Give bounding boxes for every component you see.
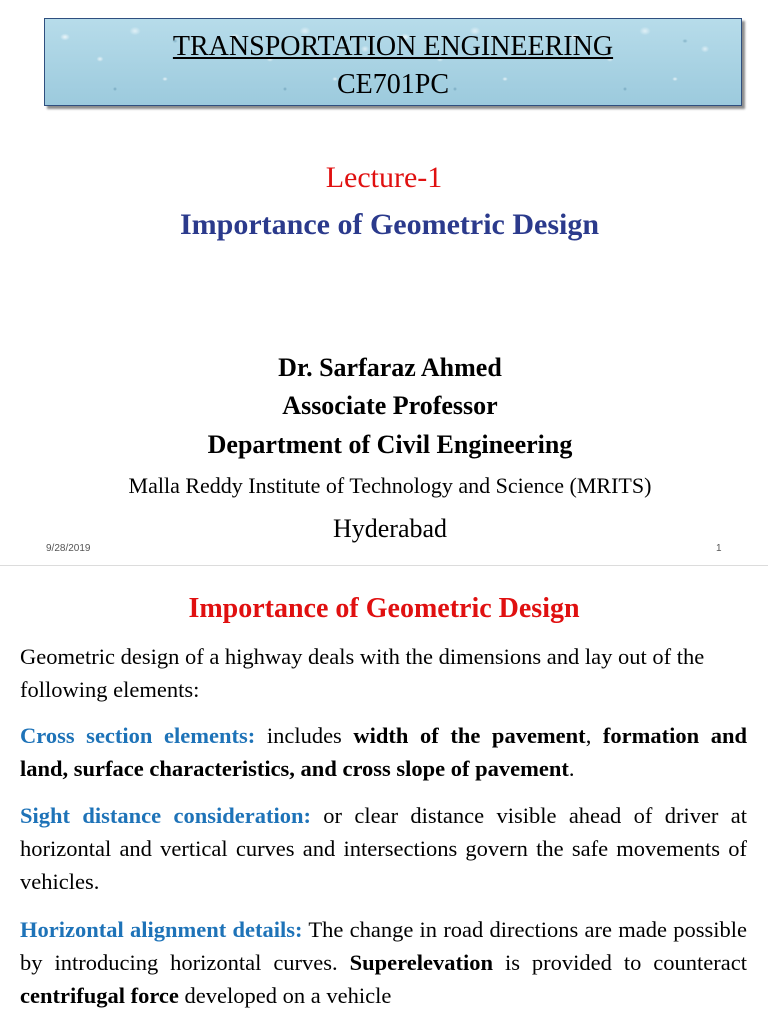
- sight-distance-heading: Sight distance consideration:: [20, 803, 311, 828]
- course-title: TRANSPORTATION ENGINEERING: [172, 31, 614, 62]
- cross-section-heading: Cross section elements:: [20, 723, 256, 748]
- horizontal-alignment-heading: Horizontal alignment details:: [20, 917, 303, 942]
- sight-distance-paragraph: [20, 799, 747, 898]
- horizontal-alignment-text: The change in road directions are made possible by introducing horizontal curves.: [20, 917, 747, 975]
- lecture-subtitle: Importance of Geometric Design: [180, 208, 600, 241]
- author-role: Associate Professor: [282, 391, 498, 420]
- cross-section-text-2: ,: [585, 723, 603, 748]
- slide-page-number: 1: [716, 543, 722, 554]
- department: Department of Civil Engineering: [207, 430, 573, 459]
- horizontal-alignment-paragraph: [20, 913, 747, 1012]
- superelevation-term: Superelevation: [349, 950, 493, 975]
- centrifugal-force-term: centrifugal force: [20, 983, 179, 1008]
- title-banner: [44, 18, 742, 106]
- slide-date: 9/28/2019: [46, 543, 91, 554]
- author-name: Dr. Sarfaraz Ahmed: [278, 353, 502, 382]
- slide-2-title: Importance of Geometric Design: [188, 593, 580, 624]
- city: Hyderabad: [332, 514, 448, 543]
- horizontal-alignment-text-2: is provided to counteract: [492, 950, 747, 975]
- horizontal-alignment-text-3: developed on a vehicle: [178, 983, 392, 1008]
- cross-section-text: includes: [255, 723, 354, 748]
- course-code: CE701PC: [336, 69, 450, 100]
- slide-divider: [0, 565, 768, 566]
- cross-section-text-3: .: [568, 756, 575, 781]
- cross-section-bold-2: formation and land, surface characteristics, and cross slope of pavement: [20, 723, 748, 781]
- cross-section-paragraph: [20, 719, 747, 785]
- lecture-number: Lecture-1: [325, 161, 443, 194]
- cross-section-bold-1: width of the pavement: [353, 723, 586, 748]
- intro-paragraph: Geometric design of a highway deals with the dimensions and lay out of the following elements:: [20, 644, 705, 702]
- institute: Malla Reddy Institute of Technology and Science (MRITS): [128, 473, 652, 498]
- sight-distance-text: or clear distance visible ahead of driver at horizontal and vertical curves and intersections govern the safe movements of vehicles.: [20, 803, 748, 894]
